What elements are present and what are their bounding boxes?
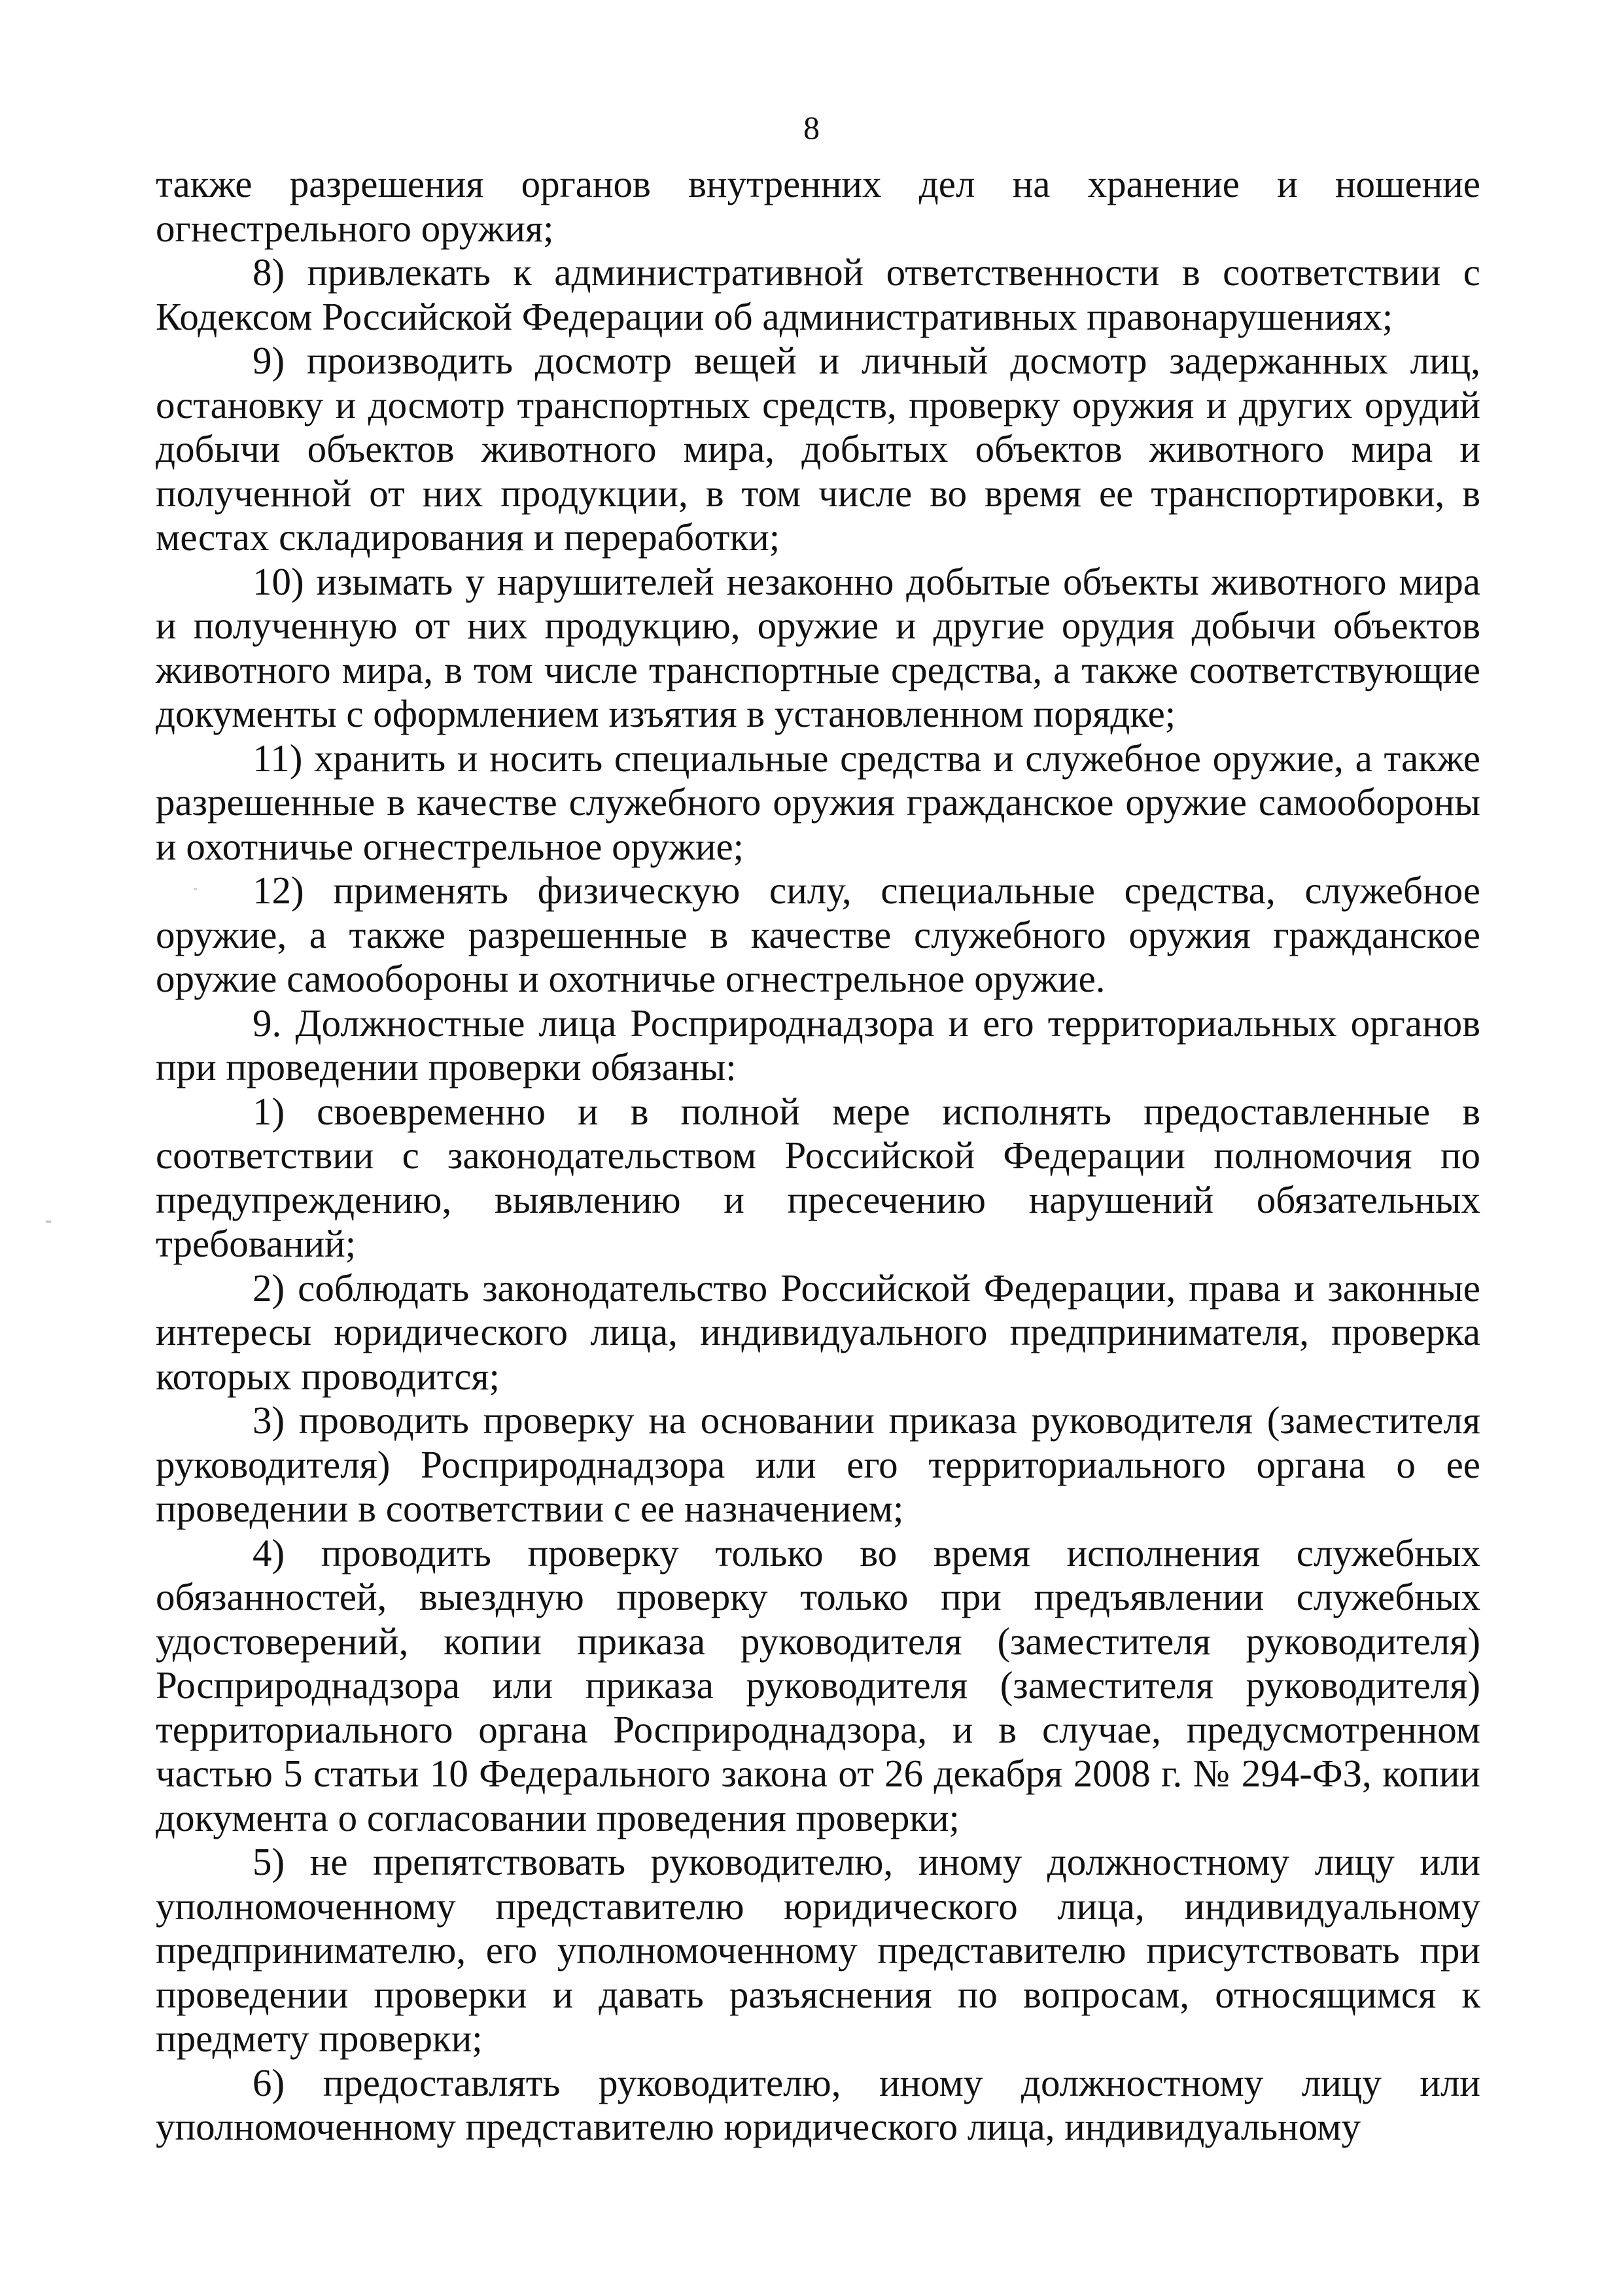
duty-item-6: 6) предоставлять руководителю, иному должностному лицу или уполномоченному представителю юридического лица, индивидуальному xyxy=(156,2061,1480,2148)
list-item-12: 12) применять физическую силу, специальные средства, служебное оружие, а также разрешенные в качестве служебного оружия гражданское оружие самообороны и охотничье огнестрельное оружие. xyxy=(156,869,1480,1000)
duty-item-5: 5) не препятствовать руководителю, иному должностному лицу или уполномоченному представителю юридического лица, индивидуальному предпринимателю, его уполномоченному представителю присутствовать при проведении проверки и давать разъяснения по вопросам, относящимся к предмету проверки; xyxy=(156,1840,1480,2060)
section-9-heading: 9. Должностные лица Росприроднадзора и его территориальных органов при проведении проверки обязаны: xyxy=(156,1001,1480,1088)
duty-item-2: 2) соблюдать законодательство Российской Федерации, права и законные интересы юридического лица, индивидуального предпринимателя, проверка которых проводится; xyxy=(156,1266,1480,1398)
page-number: 8 xyxy=(803,109,820,146)
duty-item-1: 1) своевременно и в полной мере исполнять предоставленные в соответствии с законодательством Российской Федерации полномочия по предупреждению, выявлению и пресечению нарушений обязательных требований; xyxy=(156,1089,1480,1265)
list-item-8: 8) привлекать к административной ответственности в соответствии с Кодексом Российской Федерации об административных правонарушениях; xyxy=(156,251,1480,338)
scan-artifact xyxy=(46,1221,51,1223)
document-body xyxy=(156,162,1480,2149)
duty-item-3: 3) проводить проверку на основании приказа руководителя (заместителя руководителя) Росприроднадзора или его территориального органа о ее проведении в соответствии с ее назначением; xyxy=(156,1399,1480,1530)
scan-artifact xyxy=(194,888,197,890)
list-item-10: 10) изымать у нарушителей незаконно добытые объекты животного мира и полученную от них продукцию, оружие и другие орудия добычи объектов животного мира, в том числе транспортные средства, а также соответствующие документы с оформлением изъятия в установленном порядке; xyxy=(156,559,1480,735)
list-item-9: 9) производить досмотр вещей и личный досмотр задержанных лиц, остановку и досмотр транспортных средств, проверку оружия и других орудий добычи объектов животного мира, добытых объектов животного мира и полученной от них продукции, в том числе во время ее транспортировки, в местах складирования и переработки; xyxy=(156,339,1480,559)
duty-item-4: 4) проводить проверку только во время исполнения служебных обязанностей, выездную проверку только при предъявлении служебных удостоверений, копии приказа руководителя (заместителя руководителя) Росприроднадзора или приказа руководителя (заместителя руководителя) территориального органа Росприроднадзора, и в случае, предусмотренном частью 5 статьи 10 Федерального закона от 26 декабря 2008 г. № 294-ФЗ, копии документа о согласовании проведения проверки; xyxy=(156,1531,1480,1839)
paragraph-continuation: также разрешения органов внутренних дел на хранение и ношение огнестрельного оружия; xyxy=(156,162,1480,250)
list-item-11: 11) хранить и носить специальные средства и служебное оружие, а также разрешенные в качестве служебного оружия гражданское оружие самообороны и охотничье огнестрельное оружие; xyxy=(156,736,1480,868)
